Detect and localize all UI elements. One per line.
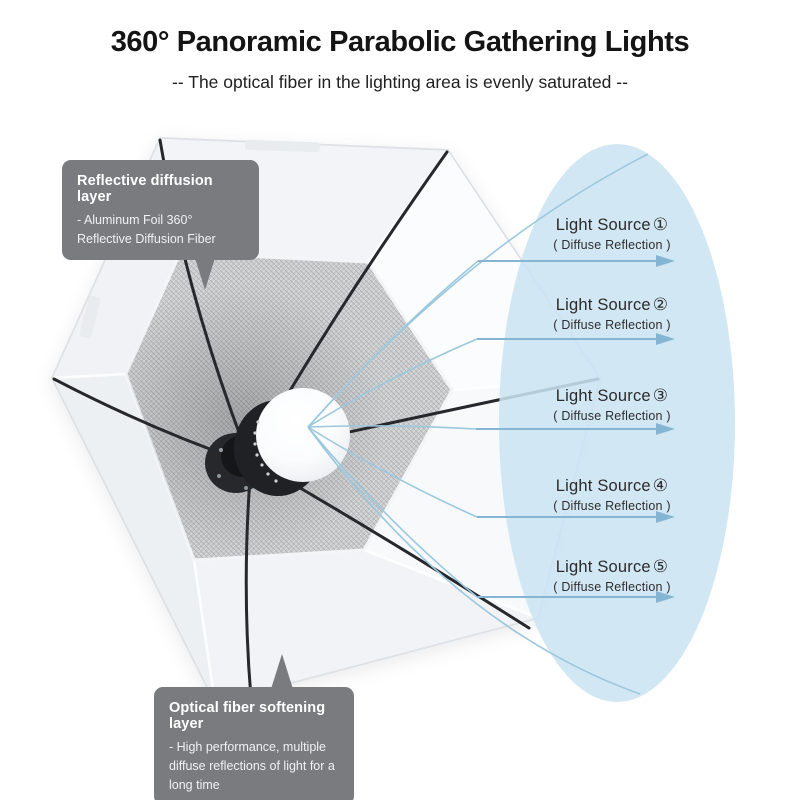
light-source-sub: ( Diffuse Reflection ) <box>553 580 671 594</box>
page-title: 360° Panoramic Parabolic Gathering Lights <box>110 26 690 58</box>
light-source-title: Light Source ④ <box>555 476 669 495</box>
callout-title: Optical fiber softening layer <box>169 700 326 732</box>
header <box>0 26 800 93</box>
light-source-label-2 <box>506 295 718 332</box>
callout-body: - High performance, multiple diffuse reflections of light for a long time <box>169 740 335 792</box>
light-source-label-1 <box>506 215 718 252</box>
circled-number-icon: ① <box>652 215 669 234</box>
light-source-label-5 <box>506 557 718 594</box>
circled-number-icon: ⑤ <box>652 557 669 576</box>
circled-number-icon: ③ <box>652 386 669 405</box>
callout-softening-layer <box>154 687 354 800</box>
light-source-title: Light Source ① <box>555 215 669 234</box>
callout-title: Reflective diffusion layer <box>77 173 213 205</box>
page-subtitle: -- The optical fiber in the lighting area is evenly saturated -- <box>172 72 628 92</box>
light-source-title: Light Source ⑤ <box>555 557 669 576</box>
callout-body: - Aluminum Foil 360° Reflective Diffusion Fiber <box>77 213 216 246</box>
light-source-title: Light Source ③ <box>555 386 669 405</box>
callout-reflective-layer <box>62 160 259 260</box>
light-source-label-4 <box>506 476 718 513</box>
light-source-sub: ( Diffuse Reflection ) <box>553 409 671 423</box>
light-source-sub: ( Diffuse Reflection ) <box>553 238 671 252</box>
light-source-sub: ( Diffuse Reflection ) <box>553 499 671 513</box>
light-source-sub: ( Diffuse Reflection ) <box>553 318 671 332</box>
light-source-label-3 <box>506 386 718 423</box>
light-source-title: Light Source ② <box>555 295 669 314</box>
circled-number-icon: ④ <box>652 476 669 495</box>
circled-number-icon: ② <box>652 295 669 314</box>
callout-pointer-icon <box>271 654 293 689</box>
callout-pointer-icon <box>195 258 215 290</box>
